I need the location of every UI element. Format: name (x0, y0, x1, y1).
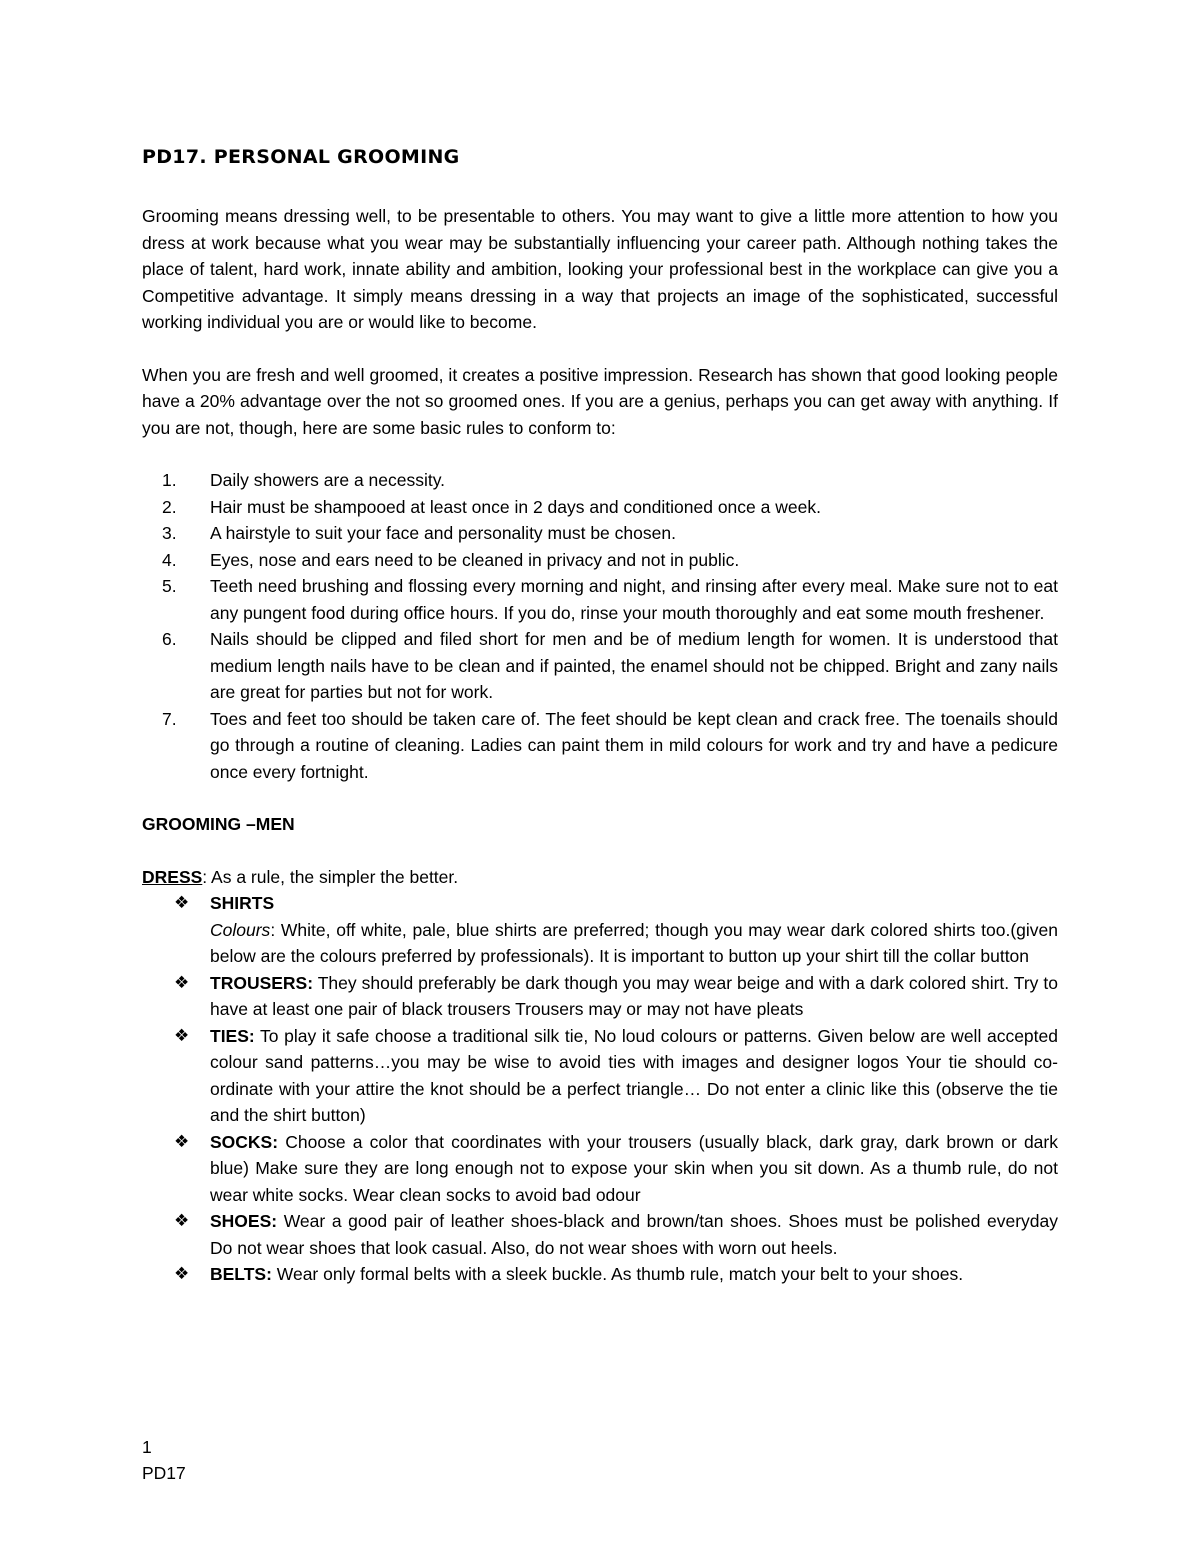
list-number: 4. (162, 549, 177, 570)
diamond-bullet-icon: ❖ (174, 893, 190, 912)
second-paragraph: When you are fresh and well groomed, it creates a positive impression. Research has shown that good looking people have a 20% advantage over the not so groomed ones. If you are a genius, perhaps you can get away with anything. If you are not, though, here are some basic rules to conform to: (142, 364, 1058, 438)
list-item (142, 467, 1058, 494)
item-text: Choose a color that coordinates with your trousers (usually black, dark gray, dark brown or dark blue) Make sure they are long enough not to expose your skin when you sit down. As a thumb rule, do not wear white socks. Wear clean socks to avoid bad odour (210, 1131, 1058, 1205)
list-item-socks (142, 1129, 1058, 1209)
diamond-bullet-icon: ❖ (174, 1025, 190, 1045)
list-number: 3. (162, 523, 177, 543)
item-text: They should preferably be dark though you may wear beige and with a dark colored shirt. Try to have at least one pair of black trousers Trousers may or may not have pleats (210, 972, 1058, 1019)
diamond-bullet-icon: ❖ (174, 1264, 190, 1283)
item-label: SHOES: (210, 1211, 278, 1231)
list-item-text: Toes and feet too should be taken care of. The feet should be kept clean and crack free. The toenails should go through a routine of cleaning. Ladies can paint them in mild colours for work and try and have a pedicure once every fortnight. (210, 708, 1058, 782)
list-item-text: A hairstyle to suit your face and personality must be chosen. (210, 523, 676, 543)
list-number: 1. (162, 470, 177, 490)
list-item-text: Nails should be clipped and filed short for men and be of medium length for women. It is understood that medium length nails have to be clean and if painted, the enamel should not be chipped. Bright and zany nails are great for parties but not for work. (210, 629, 1058, 702)
list-item (142, 520, 1058, 547)
list-number: 7. (162, 708, 177, 729)
item-text: To play it safe choose a traditional silk tie, No loud colours or patterns. Given below are well accepted colour sand patterns…you may be wise to avoid ties with images and designer logos Your tie should co-ordinate with your attire the knot should be a perfect triangle… Do not enter a clinic like this (observe the tie and the shirt button) (210, 1025, 1058, 1125)
diamond-bullet-icon: ❖ (174, 972, 190, 992)
doc-code: PD17 (142, 1463, 186, 1483)
list-item (142, 626, 1058, 706)
list-item (142, 547, 1058, 574)
list-item-text: Daily showers are a necessity. (210, 470, 446, 490)
diamond-bullet-icon: ❖ (174, 1211, 190, 1230)
item-label: TROUSERS: (210, 972, 314, 993)
section-heading-grooming-men: GROOMING –MEN (142, 814, 295, 834)
dress-label: DRESS (142, 866, 203, 887)
list-item (142, 573, 1058, 626)
list-number: 6. (162, 629, 177, 649)
colours-label: Colours (210, 919, 271, 940)
list-item-shoes (142, 1208, 1058, 1261)
list-item-text: Hair must be shampooed at least once in 2 days and conditioned once a week. (210, 496, 821, 517)
item-label: SHIRTS (210, 893, 275, 913)
list-number: 5. (162, 576, 177, 596)
list-item (142, 494, 1058, 521)
item-text: : White, off white, pale, blue shirts are preferred; though you may wear dark colored shirts too.(given below are the colours preferred by professionals). It is important to button up your shirt till the collar button (210, 919, 1058, 966)
diamond-bullet-icon: ❖ (174, 1131, 190, 1151)
list-item-text: Teeth need brushing and flossing every morning and night, and rinsing after every meal. Make sure not to eat any pungent food during office hours. If you do, rinse your mouth thoroughly and eat some mouth freshener. (210, 576, 1058, 623)
item-text: Wear a good pair of leather shoes-black and brown/tan shoes. Shoes must be polished everyday Do not wear shoes that look casual. Also, do not wear shoes with worn out heels. (210, 1211, 1058, 1258)
list-number: 2. (162, 496, 177, 517)
page-footer (142, 1434, 186, 1486)
document-body (142, 140, 1058, 1288)
dress-text: : As a rule, the simpler the better. (202, 866, 459, 887)
dress-items-list (142, 890, 1058, 1288)
intro-paragraph: Grooming means dressing well, to be presentable to others. You may want to give a little more attention to how you dress at work because what you wear may be substantially influencing your career path. Although nothing takes the place of talent, hard work, innate ability and ambition, looking your professional best in the workplace can give you a Competitive advantage. It simply means dressing in a way that projects an image of the sophisticated, successful working individual you are or would like to become. (142, 206, 1058, 332)
grooming-rules-list (142, 467, 1058, 785)
dress-intro (142, 864, 1058, 891)
list-item-ties (142, 1023, 1058, 1129)
list-item-text: Eyes, nose and ears need to be cleaned in privacy and not in public. (210, 549, 740, 570)
page-title: PD17. PERSONAL GROOMING (142, 146, 460, 168)
list-item-belts (142, 1261, 1058, 1288)
page-number: 1 (142, 1437, 152, 1457)
item-label: SOCKS: (210, 1131, 279, 1152)
item-label: TIES: (210, 1025, 255, 1046)
item-text: Wear only formal belts with a sleek buckle. As thumb rule, match your belt to your shoes. (271, 1264, 964, 1284)
list-item-trousers (142, 970, 1058, 1023)
list-item-shirts (142, 890, 1058, 970)
item-label: BELTS: (210, 1264, 272, 1284)
list-item (142, 706, 1058, 786)
